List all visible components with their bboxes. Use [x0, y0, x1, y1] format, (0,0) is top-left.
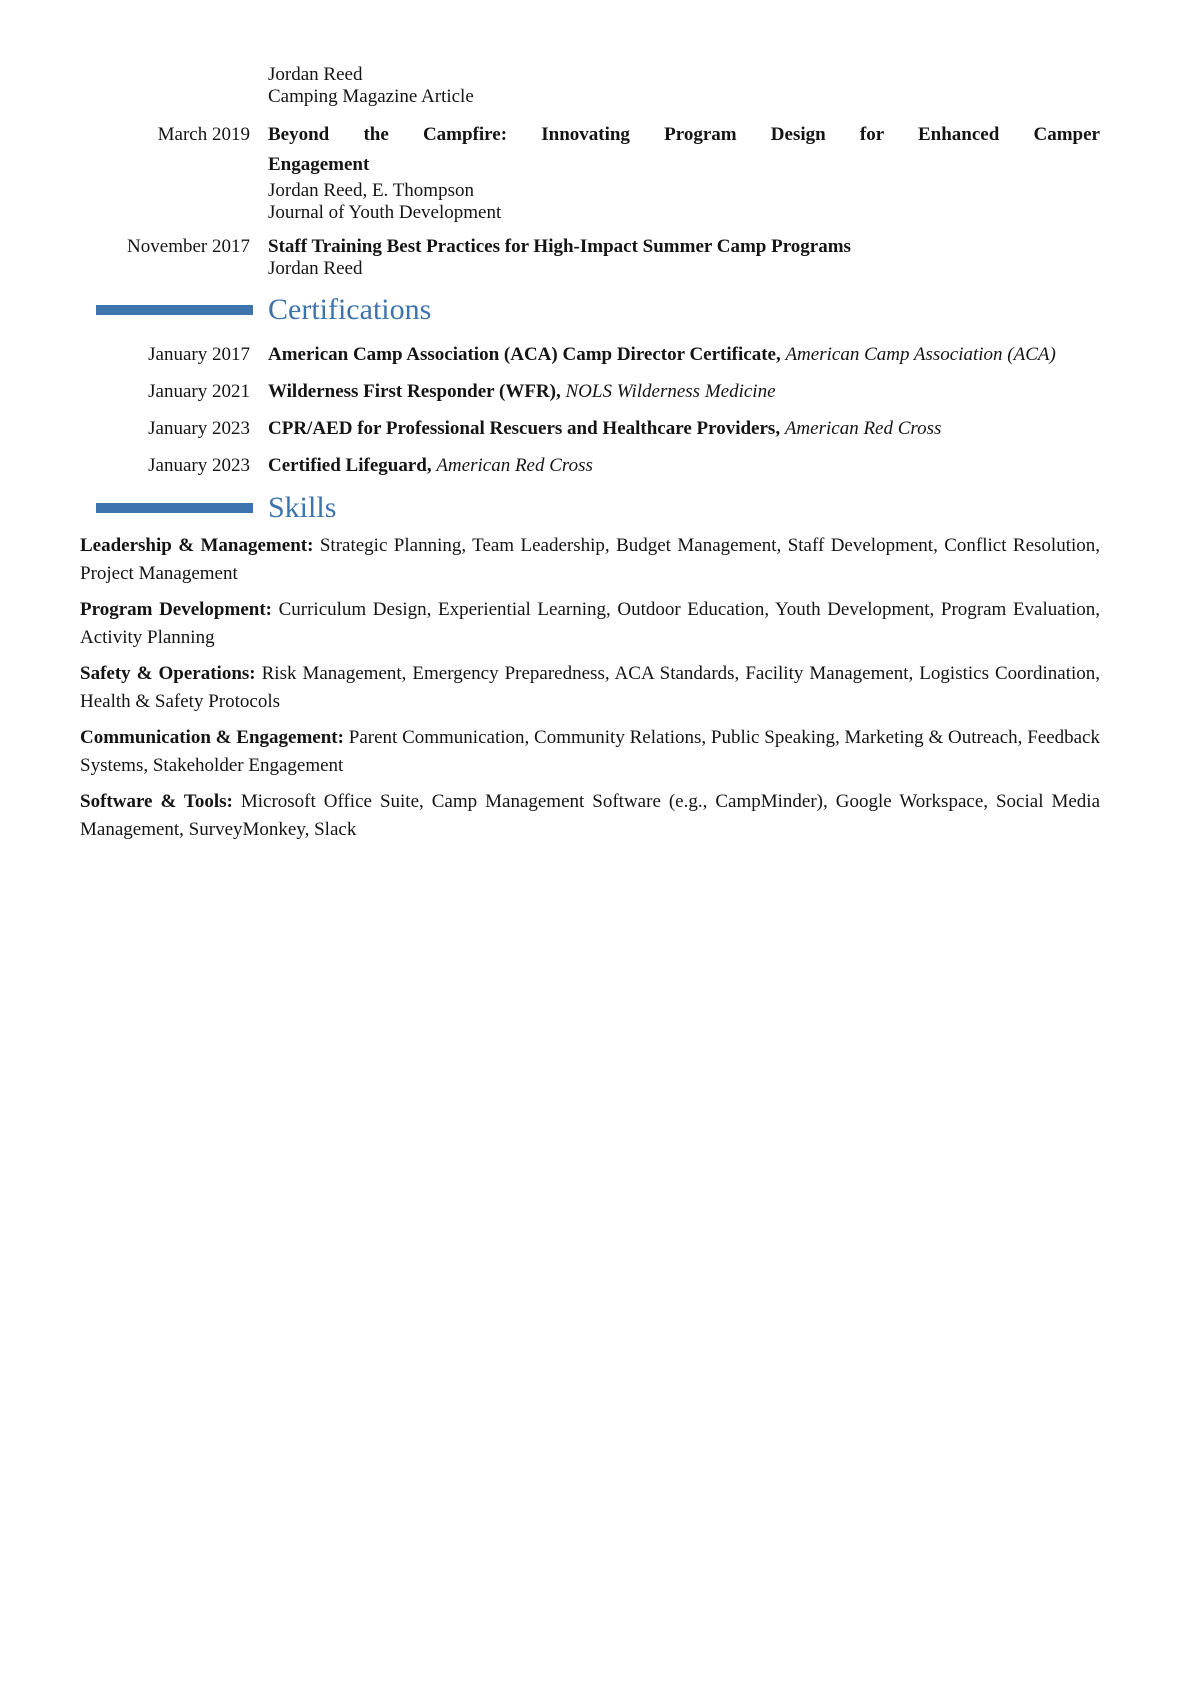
publication-entry	[80, 120, 1100, 224]
publication-date: November 2017	[127, 236, 250, 257]
certification-issuer: NOLS Wilderness Medicine	[565, 381, 776, 402]
skill-category	[80, 532, 1100, 588]
skill-category-label: Software & Tools:	[80, 791, 233, 812]
skill-category	[80, 596, 1100, 652]
publication-authors: Jordan Reed	[268, 258, 363, 279]
certifications-section-header	[80, 292, 1100, 328]
skill-category-items: Strategic Planning, Team Leadership, Budget Management, Staff Development, Conflict Resolution, Project Management	[80, 535, 1101, 584]
skill-category-items: Parent Communication, Community Relations, Public Speaking, Marketing & Outreach, Feedback Systems, Stakeholder Engagement	[80, 727, 1100, 776]
certification-name: American Camp Association (ACA) Camp Director Certificate,	[268, 344, 781, 365]
skills-section-header	[80, 490, 1100, 526]
skill-category-label: Communication & Engagement:	[80, 727, 344, 748]
publication-details	[268, 120, 1100, 224]
skill-category-label: Safety & Operations:	[80, 663, 256, 684]
publication-title-line: Beyond the Campfire: Innovating Program Design for Enhanced Camper	[268, 124, 1100, 145]
skills-section-title: Skills	[268, 491, 337, 524]
skill-category-items: Microsoft Office Suite, Camp Management Software (e.g., CampMinder), Google Workspace, Social Media Management, SurveyMonkey, Slack	[80, 791, 1101, 840]
publication-authors: Jordan Reed, E. Thompson	[268, 180, 474, 201]
certification-issuer: American Camp Association (ACA)	[785, 344, 1056, 365]
skills-section	[80, 532, 1100, 844]
skill-category	[80, 660, 1100, 716]
publication-entry-continuation	[80, 64, 1100, 108]
skill-category-items: Risk Management, Emergency Preparedness, ACA Standards, Facility Management, Logistics Coordination, Health & Safety Protocols	[80, 663, 1101, 712]
certification-name: Wilderness First Responder (WFR),	[268, 381, 561, 402]
skill-category-items: Curriculum Design, Experiential Learning, Outdoor Education, Youth Development, Program Evaluation, Activity Planning	[80, 599, 1101, 648]
publication-title-line: Staff Training Best Practices for High-Impact Summer Camp Programs	[268, 236, 851, 257]
certification-issuer: American Red Cross	[436, 455, 593, 476]
skill-category	[80, 724, 1100, 780]
publication-details	[268, 64, 1100, 108]
certification-date: January 2023	[148, 455, 250, 476]
skill-category-label: Leadership & Management:	[80, 535, 314, 556]
publications-section	[80, 64, 1100, 280]
publication-journal: Camping Magazine Article	[268, 86, 474, 107]
publication-details	[268, 236, 1100, 280]
certification-date: January 2017	[148, 344, 250, 365]
skill-category	[80, 788, 1100, 844]
publication-date: March 2019	[157, 124, 250, 145]
certification-entry	[80, 416, 1100, 442]
certification-name: Certified Lifeguard,	[268, 455, 432, 476]
certification-date: January 2021	[148, 381, 250, 402]
certification-details	[268, 342, 1100, 368]
certification-entry	[80, 379, 1100, 405]
certifications-section	[80, 342, 1100, 479]
certification-details	[268, 453, 1100, 479]
section-rule	[96, 305, 253, 315]
publication-date-empty	[80, 64, 250, 108]
publication-title-line: Engagement	[268, 154, 370, 175]
certification-entry	[80, 342, 1100, 368]
certification-issuer: American Red Cross	[784, 418, 942, 439]
certification-details	[268, 379, 1100, 405]
publication-authors: Jordan Reed	[268, 64, 363, 85]
publication-entry	[80, 236, 1100, 280]
certification-name: CPR/AED for Professional Rescuers and Healthcare Providers,	[268, 418, 781, 439]
skill-category-label: Program Development:	[80, 599, 272, 620]
publication-journal: Journal of Youth Development	[268, 202, 502, 223]
certifications-section-title: Certifications	[268, 293, 432, 326]
certification-details	[268, 416, 1100, 442]
section-rule	[96, 503, 253, 513]
certification-entry	[80, 453, 1100, 479]
certification-date: January 2023	[148, 418, 250, 439]
